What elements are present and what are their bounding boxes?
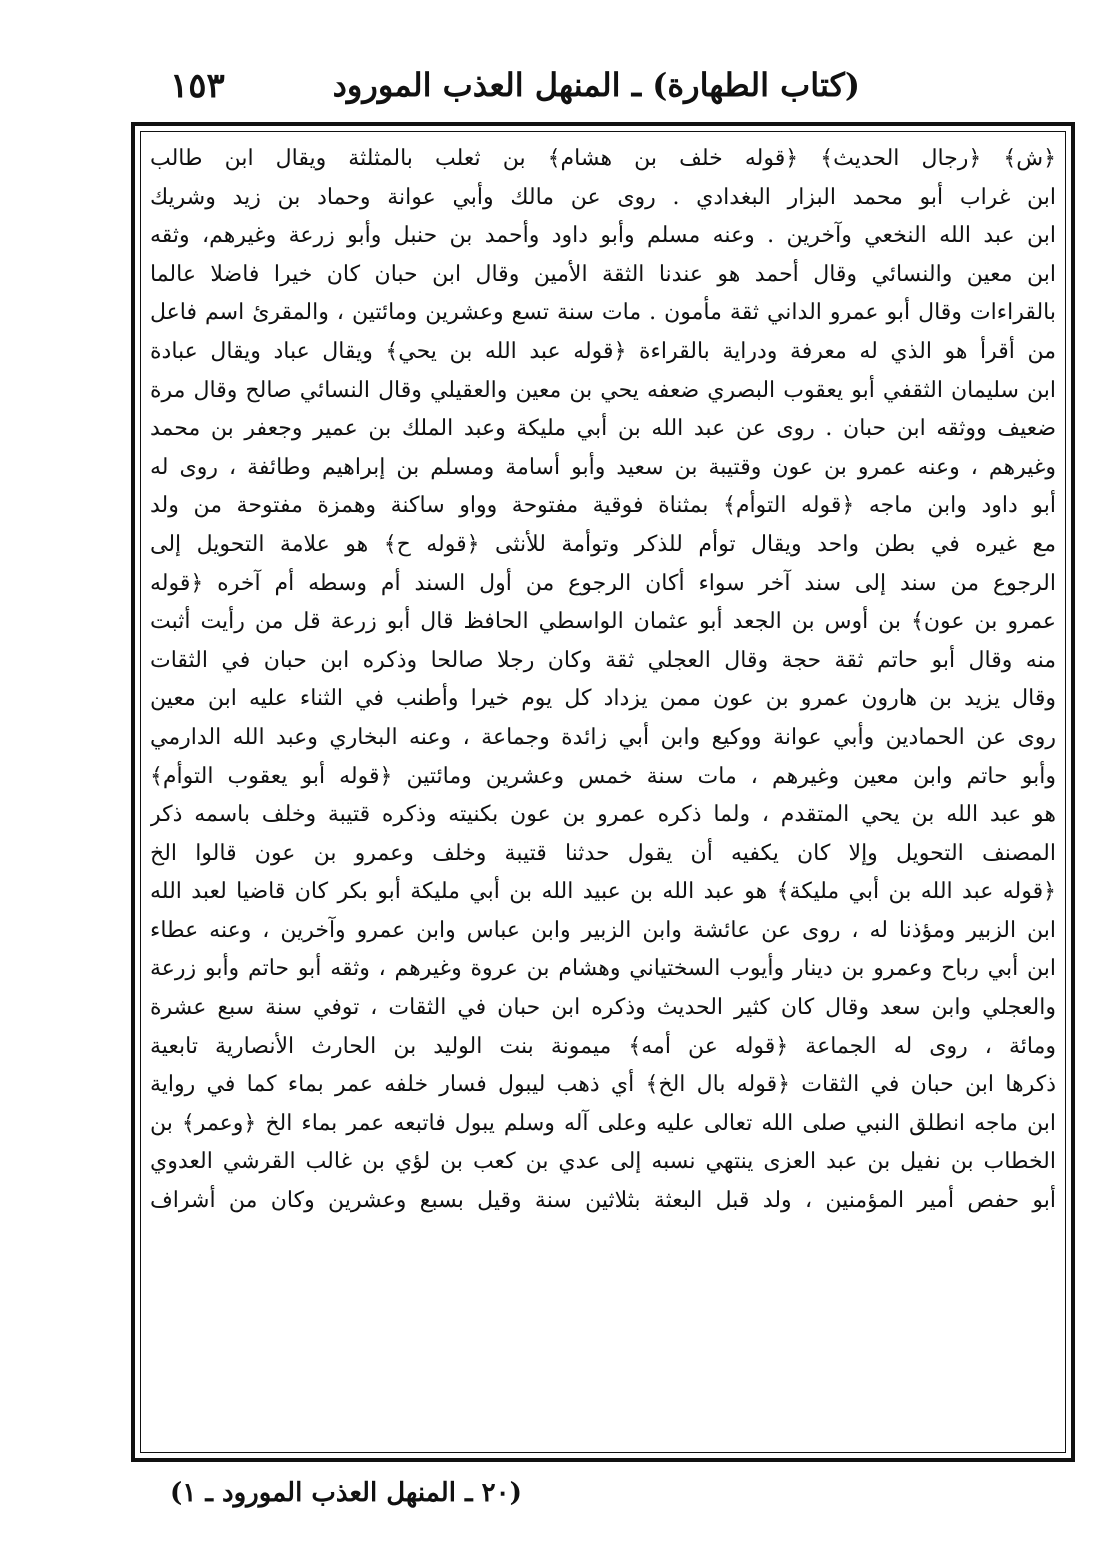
text-line: منه وقال أبو حاتم ثقة حجة وقال العجلي ثقة وكان رجلا صالحا وذكره ابن حبان في الثقات <box>150 647 1056 673</box>
text-line: ذكرها ابن حبان في الثقات ﴿قوله بال الخ﴾ أي ذهب ليبول فسار خلفه عمر بماء كما في رواية <box>150 1072 1056 1098</box>
text-line: وغيرهم ، وعنه عمرو بن عون وقتيبة بن سعيد وأبو أسامة ومسلم بن إبراهيم وطائفة ، روى له <box>150 454 1056 480</box>
text-line: وقال يزيد بن هارون عمرو بن عون ممن يزداد كل يوم خيرا وأطنب في الثناء عليه ابن معين <box>150 686 1056 712</box>
text-line: ابن أبي رباح وعمرو بن دينار وأيوب السختياني وهشام بن عروة وغيرهم ، وثقه أبو حاتم وأبو زرعة <box>150 956 1056 982</box>
text-line: ابن الزبير ومؤذنا له ، روى عن عائشة وابن الزبير وابن عباس وابن عمرو وآخرين ، وعنه عطاء <box>150 917 1056 943</box>
text-line: الخطاب بن نفيل بن عبد العزى ينتهي نسبه إلى عدي بن كعب بن لؤي بن غالب القرشي العدوي <box>150 1149 1056 1175</box>
text-line: مع غيره في بطن واحد ويقال توأم للذكر وتوأمة للأنثى ﴿قوله ح﴾ هو علامة التحويل إلى <box>150 531 1056 557</box>
page-header <box>140 62 1040 112</box>
running-title: (كتاب الطهارة) ـ المنهل العذب المورود <box>332 66 860 104</box>
text-line: بالقراءات وقال أبو عمرو الداني ثقة مأمون . مات سنة تسع وعشرين ومائتين ، والمقرئ اسم فاعل <box>150 300 1056 326</box>
text-line: الرجوع من سند إلى سند آخر سواء أكان الرجوع من أول السند أم وسطه أم آخره ﴿قوله <box>150 570 1056 596</box>
text-line: ﴿قوله عبد الله بن أبي مليكة﴾ هو عبد الله بن عبيد الله بن أبي مليكة أبو بكر كان قاضيا لعبد الله <box>150 879 1056 905</box>
text-line: أبو حفص أمير المؤمنين ، ولد قبل البعثة بثلاثين سنة وقيل بسبع وعشرين وكان من أشراف <box>150 1188 1056 1214</box>
text-line: روى عن الحمادين وأبي عوانة ووكيع وابن أبي زائدة وجماعة ، وعنه البخاري وعبد الله الدارمي <box>150 724 1056 750</box>
text-line: ضعيف ووثقه ابن حبان . روى عن عبد الله بن أبي مليكة وعبد الملك بن عمير وجعفر بن محمد <box>150 416 1056 442</box>
text-line: ابن ماجه انطلق النبي صلى الله تعالى عليه وعلى آله وسلم يبول فاتبعه عمر بماء الخ ﴿وعمر﴾ بن <box>150 1110 1056 1136</box>
text-line: ابن غراب أبو محمد البزار البغدادي . روى عن مالك وأبي عوانة وحماد بن زيد وشريك <box>150 184 1056 210</box>
text-line: أبو داود وابن ماجه ﴿قوله التوأم﴾ بمثناة فوقية مفتوحة وواو ساكنة وهمزة مفتوحة من ولد <box>150 493 1056 519</box>
commentary-text <box>150 140 1056 1440</box>
text-line: ﴿ش﴾ ﴿رجال الحديث﴾ ﴿قوله خلف بن هشام﴾ بن ثعلب بالمثلثة ويقال ابن طالب <box>150 146 1056 171</box>
text-line: ابن سليمان الثقفي أبو يعقوب البصري ضعفه يحي بن معين والعقيلي وقال النسائي صالح وقال مرة <box>150 377 1056 403</box>
text-line: المصنف التحويل وإلا كان يكفيه أن يقول حدثنا قتيبة وخلف وعمرو بن عون قالوا الخ <box>150 840 1056 866</box>
text-line: من أقرأ هو الذي له معرفة ودراية بالقراءة ﴿قوله عبد الله بن يحي﴾ ويقال عباد ويقال عبادة <box>150 338 1056 364</box>
text-line: وأبو حاتم وابن معين وغيرهم ، مات سنة خمس وعشرين ومائتين ﴿قوله أبو يعقوب التوأم﴾ <box>150 763 1056 789</box>
text-line: والعجلي وابن سعد وقال كان كثير الحديث وذكره ابن حبان في الثقات ، توفي سنة سبع عشرة <box>150 995 1056 1021</box>
text-line: ومائة ، روى له الجماعة ﴿قوله عن أمه﴾ ميمونة بنت الوليد بن الحارث الأنصارية تابعية <box>150 1033 1056 1059</box>
text-line: عمرو بن عون﴾ بن أوس بن الجعد أبو عثمان الواسطي الحافظ قال أبو زرعة قل من رأيت أثبت <box>150 609 1056 635</box>
text-line: هو عبد الله بن يحي المتقدم ، ولما ذكره عمرو بن عون بكنيته وذكره قتيبة وخلف باسمه ذكر <box>150 802 1056 828</box>
text-line: ابن عبد الله النخعي وآخرين . وعنه مسلم وأبو داود وأحمد بن حنبل وأبو زرعة وغيرهم، وثقه <box>150 223 1056 249</box>
page-number: ١٥٣ <box>170 66 225 106</box>
signature-mark: (٢٠ ـ المنهل العذب المورود ـ ١) <box>170 1478 522 1508</box>
text-line: ابن معين والنسائي وقال أحمد هو عندنا الثقة الأمين وقال ابن حبان كان خيرا فاضلا عالما <box>150 261 1056 287</box>
